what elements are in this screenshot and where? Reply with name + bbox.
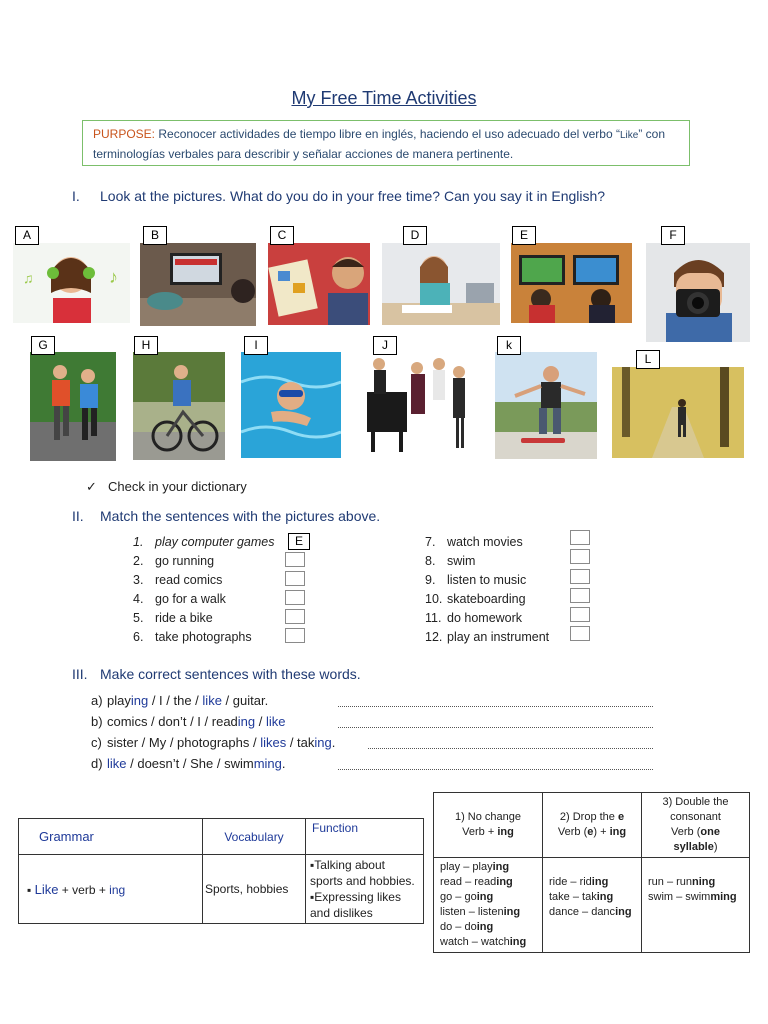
picture-d-homework bbox=[382, 243, 500, 325]
answer-line-b[interactable] bbox=[338, 726, 653, 728]
section-3-number: III. bbox=[72, 666, 88, 682]
purpose-text-1: Reconocer actividades de tiempo libre en inglés, haciendo el uso adecuado del verbo “ bbox=[158, 127, 620, 141]
picture-i-swim bbox=[241, 352, 341, 458]
rule-1-header: 1) No change Verb + ing bbox=[434, 793, 543, 858]
picture-e-computer-games bbox=[511, 243, 632, 323]
match-item: 6. take photographs bbox=[133, 630, 252, 644]
sentence-item: d) like / doesn’t / She / swimming. bbox=[91, 756, 286, 771]
vocabulary-header: Vocabulary bbox=[203, 819, 306, 855]
answer-box-6[interactable] bbox=[285, 628, 305, 643]
answer-box-9[interactable] bbox=[570, 569, 590, 584]
page-title: My Free Time Activities bbox=[291, 88, 477, 108]
purpose-label: PURPOSE: bbox=[93, 127, 156, 141]
dictionary-note bbox=[86, 479, 247, 495]
match-item: 2. go running bbox=[133, 554, 215, 568]
picture-f-photographs bbox=[646, 243, 750, 342]
section-3-text: Make correct sentences with these words. bbox=[100, 666, 361, 682]
function-list bbox=[306, 855, 424, 924]
answer-box-2[interactable] bbox=[285, 552, 305, 567]
section-1-number: I. bbox=[72, 188, 80, 204]
match-list-right bbox=[425, 533, 575, 647]
picture-k-skateboarding bbox=[495, 352, 597, 459]
picture-letter-i: I bbox=[244, 336, 268, 355]
match-item: 5. ride a bike bbox=[133, 611, 213, 625]
picture-g-running bbox=[30, 352, 116, 461]
match-item: 11. do homework bbox=[425, 611, 523, 625]
rule-1-examples: play – playing read – reading go – going listen – listening do – doing watch – watching bbox=[434, 858, 543, 953]
purpose-like: Like bbox=[619, 130, 639, 141]
picture-letter-c: C bbox=[270, 226, 294, 245]
sentence-item: b) comics / don’t / I / reading / like bbox=[91, 714, 286, 729]
answer-line-c[interactable] bbox=[368, 747, 653, 749]
picture-letter-h: H bbox=[134, 336, 158, 355]
answer-box-7[interactable] bbox=[570, 530, 590, 545]
answer-box-4[interactable] bbox=[285, 590, 305, 605]
purpose-box bbox=[82, 120, 690, 166]
answer-box-10[interactable] bbox=[570, 588, 590, 603]
sentence-item: c) sister / My / photographs / likes / taking. bbox=[91, 735, 336, 750]
match-item: 4. go for a walk bbox=[133, 592, 226, 606]
match-item: 12. play an instrument bbox=[425, 630, 550, 644]
picture-letter-f: F bbox=[661, 226, 685, 245]
rule-2-examples: ride – riding take – taking dance – dancing bbox=[543, 858, 642, 953]
answer-line-d[interactable] bbox=[338, 768, 653, 770]
section-1-heading bbox=[72, 188, 605, 204]
section-2-number: II. bbox=[72, 508, 84, 524]
svg-text:♪: ♪ bbox=[109, 267, 118, 287]
function-item: ▪Talking about sports and hobbies. bbox=[310, 858, 415, 888]
grammar-header: Grammar bbox=[19, 819, 203, 855]
section-2-heading bbox=[72, 508, 380, 524]
sentence-list bbox=[91, 690, 371, 774]
function-item: ▪Expressing likes and dislikes bbox=[310, 890, 401, 920]
answer-box-11[interactable] bbox=[570, 607, 590, 622]
picture-letter-e: E bbox=[512, 226, 536, 245]
picture-letter-a: A bbox=[15, 226, 39, 245]
answer-box-8[interactable] bbox=[570, 549, 590, 564]
match-item: 3. read comics bbox=[133, 573, 223, 587]
picture-h-bike bbox=[133, 352, 225, 460]
dictionary-note-text: Check in your dictionary bbox=[108, 479, 247, 494]
picture-letter-l: L bbox=[636, 350, 660, 369]
rule-3-examples: run – running swim – swimming bbox=[642, 858, 750, 953]
vocabulary-value: Sports, hobbies bbox=[203, 855, 306, 924]
picture-j-instrument bbox=[359, 352, 476, 456]
match-item: 10. skateboarding bbox=[425, 592, 526, 606]
match-item: 8. swim bbox=[425, 554, 476, 568]
match-item: 9. listen to music bbox=[425, 573, 527, 587]
match-item: 7. watch movies bbox=[425, 535, 523, 549]
check-icon: ✓ bbox=[86, 479, 97, 494]
spelling-rules-table bbox=[433, 792, 750, 953]
picture-letter-b: B bbox=[143, 226, 167, 245]
rule-3-header: 3) Double the consonant Verb (one syllable) bbox=[642, 793, 750, 858]
section-2-text: Match the sentences with the pictures above. bbox=[100, 508, 381, 524]
answer-box-3[interactable] bbox=[285, 571, 305, 586]
section-3-heading bbox=[72, 666, 361, 682]
answer-line-a[interactable] bbox=[338, 705, 653, 707]
picture-a-music bbox=[13, 243, 130, 323]
picture-letter-k: k bbox=[497, 336, 521, 355]
picture-letter-j: J bbox=[373, 336, 397, 355]
grammar-table bbox=[18, 818, 424, 924]
sentence-item: a) playing / I / the / like / guitar. bbox=[91, 693, 269, 708]
grammar-rule: ▪ Like + verb + ing bbox=[19, 855, 203, 924]
picture-letter-d: D bbox=[403, 226, 427, 245]
answer-box-5[interactable] bbox=[285, 609, 305, 624]
picture-b-movies bbox=[140, 243, 256, 326]
section-1-text: Look at the pictures. What do you do in your free time? Can you say it in English? bbox=[100, 188, 606, 204]
picture-l-walk bbox=[612, 367, 744, 458]
svg-text:♫: ♫ bbox=[23, 270, 34, 286]
answer-box-12[interactable] bbox=[570, 626, 590, 641]
picture-letter-g: G bbox=[31, 336, 55, 355]
match-item: 1. play computer games bbox=[133, 535, 275, 549]
purpose-text-2: ” con terminologías verbales para describir y señalar acciones de manera pertinente. bbox=[93, 127, 666, 161]
picture-c-comics bbox=[268, 243, 370, 325]
rule-2-header: 2) Drop the e Verb (e) + ing bbox=[543, 793, 642, 858]
answer-box-1[interactable]: E bbox=[288, 533, 310, 550]
function-header: Function bbox=[306, 819, 424, 855]
